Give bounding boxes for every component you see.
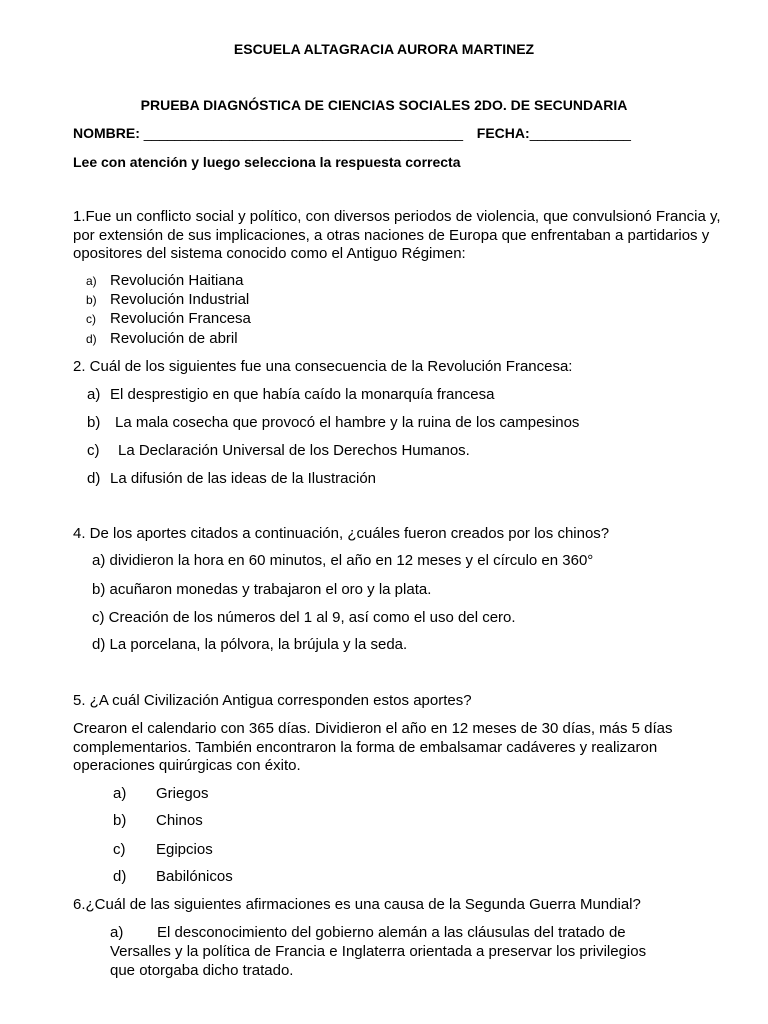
- name-field[interactable]: _________________________________________: [143, 125, 464, 141]
- q5-option-a[interactable]: a) Griegos: [113, 785, 209, 802]
- q4-option-b[interactable]: b) acuñaron monedas y trabajaron el oro y la plata.: [92, 581, 432, 598]
- q2-option-a[interactable]: a) El desprestigio en que había caído la monarquía francesa: [87, 386, 495, 403]
- name-row: [73, 125, 631, 141]
- q5-option-d[interactable]: d) Babilónicos: [113, 868, 233, 885]
- q2-option-d[interactable]: d) La difusión de las ideas de la Ilustración: [87, 470, 377, 487]
- q1-option-b[interactable]: b) Revolución Industrial: [86, 291, 250, 308]
- q4-option-a[interactable]: a) dividieron la hora en 60 minutos, el año en 12 meses y el círculo en 360°: [92, 552, 594, 569]
- q2-option-c[interactable]: c) La Declaración Universal de los Derechos Humanos.: [87, 442, 470, 459]
- question-4-text: 4. De los aportes citados a continuación, ¿cuáles fueron creados por los chinos?: [73, 525, 610, 542]
- question-5-description: Crearon el calendario con 365 días. Dividieron el año en 12 meses de 30 días, más 5 días complementarios. También encontraron la forma de embalsamar cadáveres y realizaron operaciones quirúrgicas con éxito.: [73, 720, 673, 774]
- q2-option-b[interactable]: b) La mala cosecha que provocó el hambre y la ruina de los campesinos: [87, 414, 580, 431]
- test-title: PRUEBA DIAGNÓSTICA DE CIENCIAS SOCIALES 2DO. DE SECUNDARIA: [140, 97, 628, 113]
- q6-option-a[interactable]: a) El desconocimiento del gobierno alemán a las cláusulas del tratado de Versalles y la política de Francia e Inglaterra orientada a preservar los privilegios que otorgaba dicho tratado.: [110, 924, 647, 979]
- instructions: Lee con atención y luego selecciona la respuesta correcta: [73, 154, 461, 170]
- question-5-text: 5. ¿A cuál Civilización Antigua corresponden estos aportes?: [73, 692, 472, 709]
- q1-option-c[interactable]: c) Revolución Francesa: [86, 310, 251, 327]
- name-label: NOMBRE:: [73, 125, 140, 141]
- q5-option-c[interactable]: c) Egipcios: [113, 841, 213, 858]
- date-field[interactable]: _____________: [529, 125, 631, 141]
- q5-option-b[interactable]: b) Chinos: [113, 812, 203, 829]
- date-label: FECHA:: [476, 125, 530, 141]
- question-6-text: 6.¿Cuál de las siguientes afirmaciones es una causa de la Segunda Guerra Mundial?: [73, 896, 641, 913]
- school-name: ESCUELA ALTAGRACIA AURORA MARTINEZ: [233, 41, 535, 57]
- q1-option-d[interactable]: d) Revolución de abril: [86, 330, 238, 347]
- question-1-text: 1.Fue un conflicto social y político, con diversos periodos de violencia, que convulsionó Francia y, por extensión de sus implicaciones, a otras naciones de Europa que enfrentaban a partidarios y opositores del sistema conocido como el Antiguo Régimen:: [73, 208, 721, 262]
- q4-option-d[interactable]: d) La porcelana, la pólvora, la brújula y la seda.: [92, 636, 408, 653]
- q4-option-c[interactable]: c) Creación de los números del 1 al 9, así como el uso del cero.: [92, 609, 516, 626]
- question-2-text: 2. Cuál de los siguientes fue una consecuencia de la Revolución Francesa:: [73, 358, 573, 375]
- q1-option-a[interactable]: a) Revolución Haitiana: [86, 272, 244, 289]
